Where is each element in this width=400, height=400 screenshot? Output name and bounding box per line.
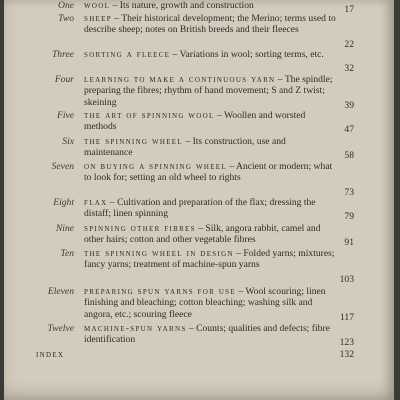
chapter-title: flax	[84, 197, 108, 208]
chapter-title: spinning other fibres	[84, 223, 196, 234]
chapter-title: sorting a fleece	[84, 49, 171, 60]
chapter-number: Two	[58, 13, 74, 24]
chapter-title: the spinning wheel in design	[84, 248, 234, 259]
chapter-text	[84, 49, 336, 60]
page-number: 22	[344, 39, 354, 50]
chapter-text	[84, 161, 336, 184]
chapter-title: learning to make a continuous yarn	[84, 74, 276, 85]
chapter-text	[84, 110, 336, 133]
chapter-description: – The spindle; preparing the fibres; rhythm of hand movement; S and Z twist; skeining	[84, 74, 333, 108]
chapter-description: – Woollen and worsted methods	[84, 110, 306, 133]
page-number: 79	[344, 211, 354, 222]
page-number: 73	[344, 187, 354, 198]
chapter-title: on buying a spinning wheel	[84, 161, 227, 172]
chapter-number: One	[58, 0, 74, 11]
page-number: 47	[344, 124, 354, 135]
chapter-number: Nine	[55, 223, 74, 234]
chapter-title: the spinning wheel	[84, 136, 183, 147]
chapter-text	[84, 197, 336, 220]
chapter-text	[84, 136, 336, 159]
chapter-number: Seven	[51, 161, 74, 172]
chapter-description: – Counts; qualities and defects; fibre identification	[84, 323, 330, 346]
index-label: index	[36, 349, 65, 360]
chapter-description: – Silk, angora rabbit, camel and other hairs; cotton and other vegetable fibres	[84, 223, 321, 246]
chapter-number: Four	[54, 74, 74, 85]
page-number: 58	[344, 150, 354, 161]
chapter-text	[84, 0, 336, 11]
page-number: 117	[339, 312, 354, 323]
chapter-number: Ten	[60, 248, 74, 259]
page-number: 17	[344, 4, 354, 15]
chapter-title: sheep	[84, 13, 112, 24]
chapter-number: Eight	[53, 197, 74, 208]
chapter-description: – Ancient or modern; what to look for; setting an old wheel to rights	[84, 161, 333, 184]
chapter-text	[84, 286, 336, 320]
chapter-number: Six	[62, 136, 74, 147]
chapter-description: – Cultivation and preparation of the flax; dressing the distaff; linen spinning	[84, 197, 316, 220]
page-number: 39	[344, 100, 354, 111]
page-number: 91	[344, 237, 354, 248]
chapter-text	[84, 323, 336, 346]
chapter-number: Twelve	[47, 323, 74, 334]
page-number: 103	[339, 274, 354, 285]
chapter-number: Five	[56, 110, 74, 121]
page-number: 132	[339, 349, 354, 360]
chapter-description: – Their historical development; the Merino; terms used to describe sheep; notes on British breeds and their fleeces	[84, 13, 336, 36]
chapter-text	[84, 13, 336, 36]
chapter-description: – Variations in wool; sorting terms, etc.	[170, 49, 324, 60]
chapter-text	[84, 248, 336, 271]
chapter-description: – Its construction, use and maintenance	[84, 136, 286, 159]
chapter-number: Three	[51, 49, 74, 60]
chapter-description: – Folded yarns; mixtures; fancy yarns; treatment of machine-spun yarns	[84, 248, 335, 271]
chapter-text	[84, 223, 336, 246]
chapter-title: the art of spinning wool	[84, 110, 215, 121]
chapter-title: preparing spun yarns for use	[84, 286, 236, 297]
chapter-number: Eleven	[47, 286, 74, 297]
chapter-title: machine-spun yarns	[84, 323, 187, 334]
book-page	[4, 0, 394, 400]
page-number: 32	[344, 63, 354, 74]
chapter-title: wool	[84, 0, 111, 11]
page-number: 123	[339, 337, 354, 348]
chapter-description: – Wool scouring; linen finishing and bleaching; cotton bleaching; washing silk and angora, etc.; scouring fleece	[84, 286, 326, 320]
chapter-text	[84, 74, 336, 108]
chapter-description: – Its nature, growth and construction	[110, 0, 254, 11]
